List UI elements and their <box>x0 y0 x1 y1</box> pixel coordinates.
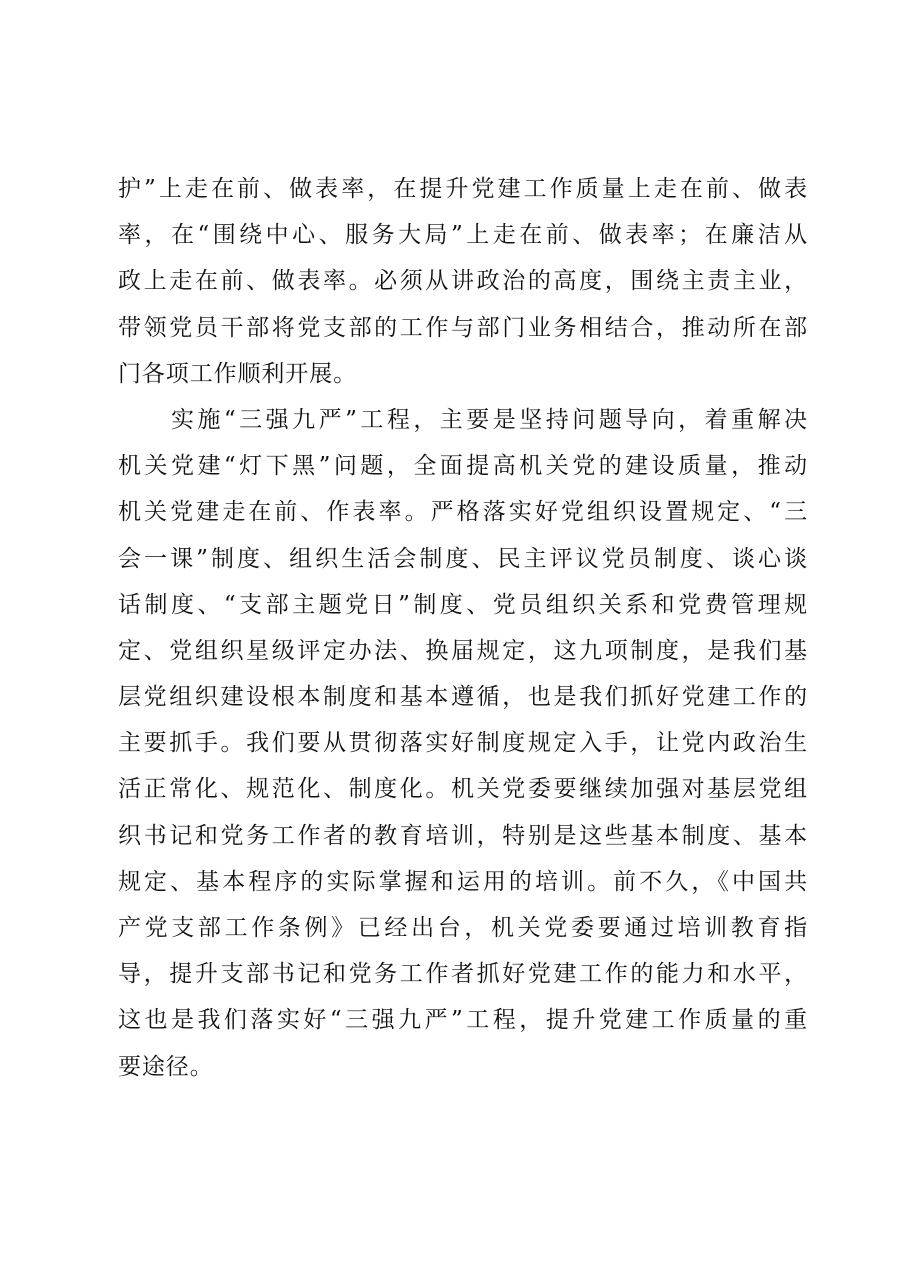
paragraph-line: 定、党组织星级评定办法、换届规定，这九项制度，是我们基 <box>118 637 808 664</box>
paragraph-line: 带领党员干部将党支部的工作与部门业务相结合，推动所在部 <box>118 314 808 341</box>
paragraph-line: 率，在“围绕中心、服务大局”上走在前、做表率；在廉洁从 <box>118 222 808 249</box>
paragraph-line: 护”上走在前、做表率，在提升党建工作质量上走在前、做表 <box>118 176 808 202</box>
document-body <box>118 166 808 1090</box>
paragraph-1 <box>118 166 808 397</box>
paragraph-2 <box>118 397 808 1090</box>
paragraph-line: 产党支部工作条例》已经出台，机关党委要通过培训教育指 <box>118 915 808 941</box>
paragraph-line: 活正常化、规范化、制度化。机关党委要继续加强对基层党组 <box>118 776 808 803</box>
paragraph-line: 机关党建“灯下黑”问题，全面提高机关党的建设质量，推动 <box>118 453 808 480</box>
paragraph-line: 会一课”制度、组织生活会制度、民主评议党员制度、谈心谈 <box>118 545 808 572</box>
paragraph-line: 政上走在前、做表率。必须从讲政治的高度，围绕主责主业， <box>118 268 808 295</box>
paragraph-line: 门各项工作顺利开展。 <box>118 360 357 387</box>
paragraph-line: 实施“三强九严”工程，主要是坚持问题导向，着重解决 <box>118 406 808 433</box>
paragraph-line: 主要抓手。我们要从贯彻落实好制度规定入手，让党内政治生 <box>118 730 808 757</box>
paragraph-line: 层党组织建设根本制度和基本遵循，也是我们抓好党建工作的 <box>118 684 808 711</box>
paragraph-line: 这也是我们落实好“三强九严”工程，提升党建工作质量的重 <box>118 1007 808 1034</box>
paragraph-line: 规定、基本程序的实际掌握和运用的培训。前不久，《中国共 <box>118 868 808 895</box>
paragraph-line: 机关党建走在前、作表率。严格落实好党组织设置规定、“三 <box>118 499 808 526</box>
paragraph-line: 导，提升支部书记和党务工作者抓好党建工作的能力和水平， <box>118 961 808 988</box>
paragraph-line: 织书记和党务工作者的教育培训，特别是这些基本制度、基本 <box>118 822 808 849</box>
paragraph-line: 要途径。 <box>118 1053 214 1080</box>
paragraph-line: 话制度、“支部主题党日”制度、党员组织关系和党费管理规 <box>118 591 808 618</box>
